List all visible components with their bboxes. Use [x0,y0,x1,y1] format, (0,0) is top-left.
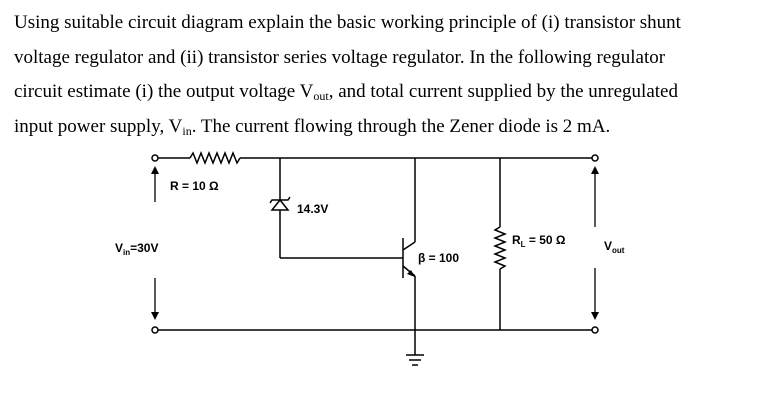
vin-subscript: in [182,123,192,138]
question-line-2: voltage regulator and (ii) transistor series voltage regulator. In the following regulator [14,46,666,68]
question-line-4: input power supply, $V_{in}$. The current flowing through the Zener diode is 2 mA. [14,115,611,138]
beta-label: β = 100 [418,251,460,265]
vout-label: $V_{out}$ [604,239,625,255]
transistor-collector-lead [403,242,415,250]
load-resistor [495,227,505,269]
vout-top-terminal [592,155,598,161]
zener-diode [270,197,290,210]
zener-voltage-label: 14.3V [297,202,329,216]
resistor-label: R = 10 Ω [170,179,219,193]
vin-label: $V_{in}=30V$ [115,241,159,257]
vout-subscript: out [313,89,329,103]
vin-bottom-terminal [152,327,158,333]
vin-top-terminal [152,155,158,161]
series-resistor [190,153,240,163]
question-line-3: circuit estimate (i) the output voltage $V_{out}$, and total current supplied by the unregulated [14,81,678,103]
vout-bottom-terminal [592,327,598,333]
question-line-1: Using suitable circuit diagram explain the basic working principle of (i) transistor shunt [14,12,681,33]
load-resistor-label: $R_L = 50$ Ω [512,233,566,249]
